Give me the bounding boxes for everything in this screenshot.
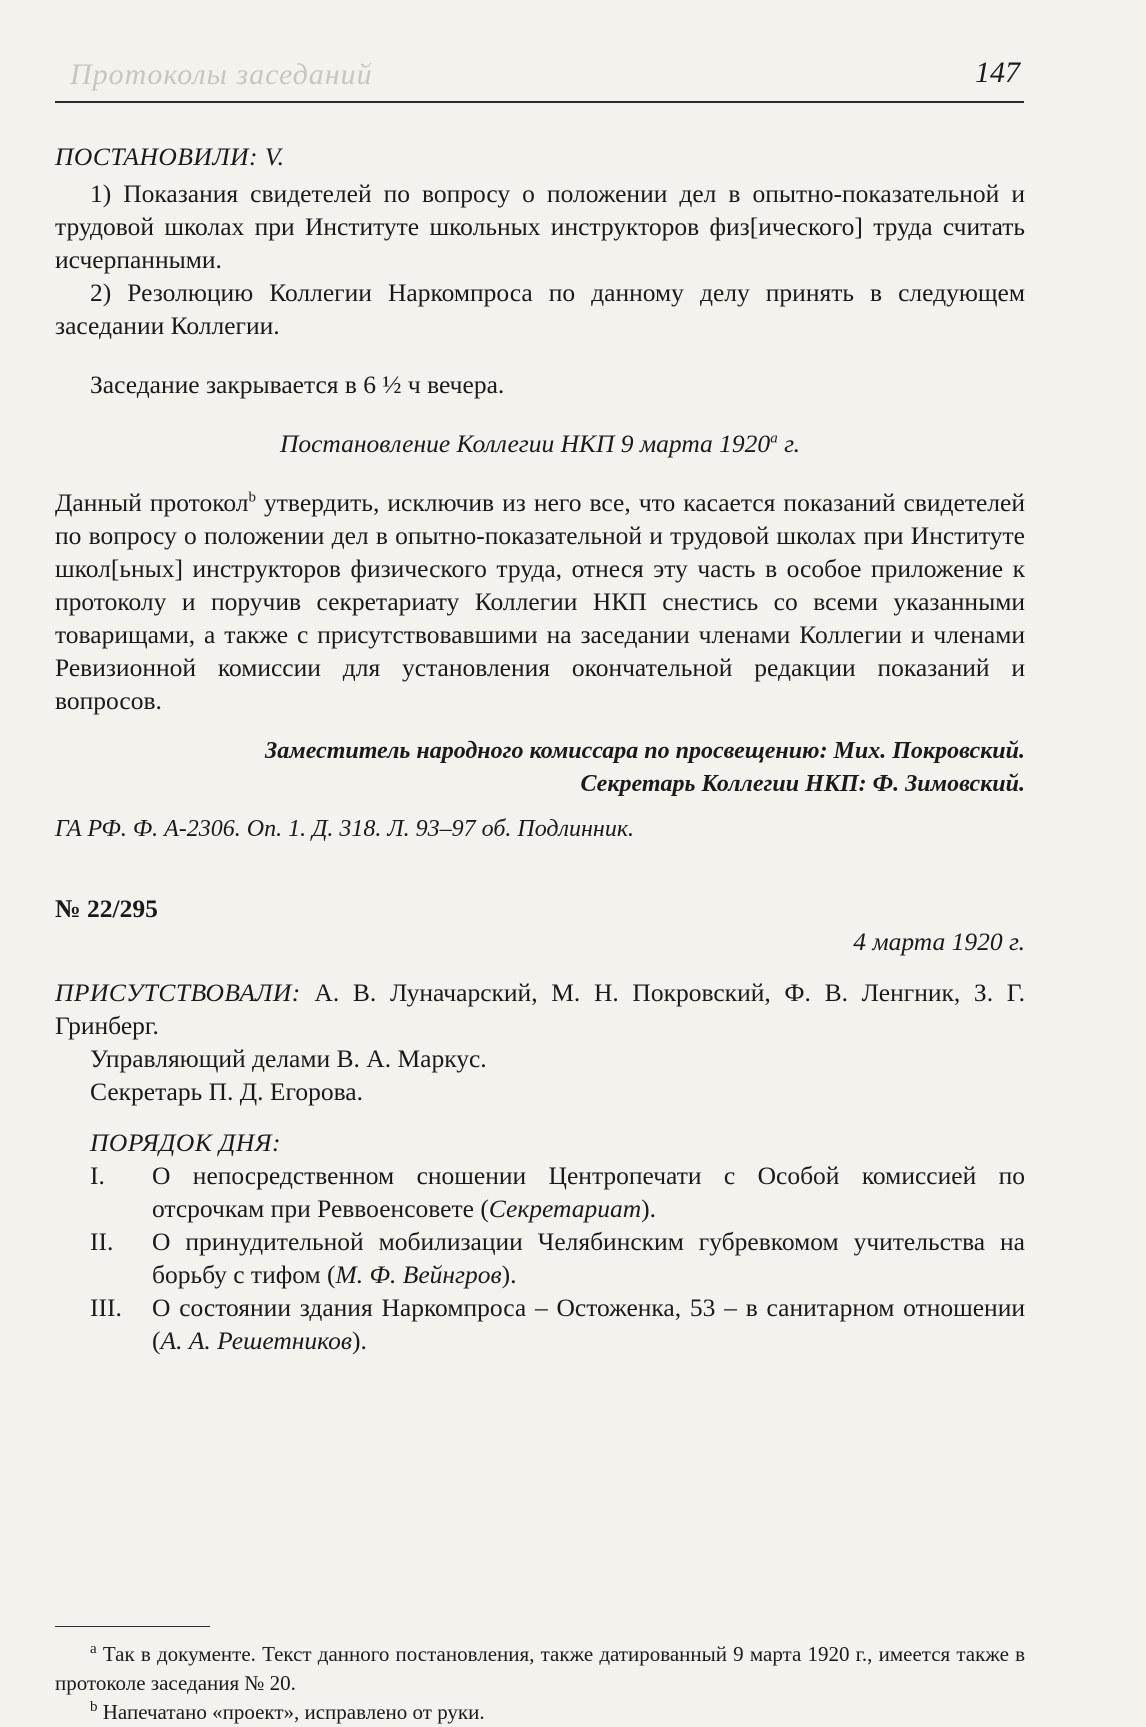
footnote-a-mark: а: [90, 1641, 97, 1657]
footnote-b-mark: b: [90, 1699, 98, 1715]
present-label: ПРИСУТСТВОВАЛИ:: [55, 978, 301, 1007]
agenda-item-number: II.: [90, 1227, 114, 1256]
agenda-item-speaker: Секретариат: [488, 1194, 642, 1223]
present-list: [55, 976, 1025, 1042]
signature-deputy: Заместитель народного комиссара по просвещению: Мих. Покровский.: [265, 738, 1025, 764]
running-header-title: Протоколы заседаний: [70, 58, 373, 91]
resolved-heading: ПОСТАНОВИЛИ: V.: [55, 142, 285, 171]
resolution-title-text: Постановление Коллегии НКП 9 марта 1920: [279, 429, 771, 458]
footnote-a: [55, 1640, 1025, 1698]
agenda-item-text: [152, 1291, 1025, 1357]
agenda-item-number: III.: [90, 1293, 122, 1322]
agenda-item-topic: О непосредственном сношении Центропечати с Особой комиссией по отсрочкам при Реввоенсовете (: [152, 1161, 1025, 1223]
agenda-item-tail: ).: [501, 1260, 517, 1289]
secretary-line: Секретарь П. Д. Егорова.: [90, 1077, 363, 1106]
footnote-rule: [55, 1626, 210, 1627]
footnote-a-text: Так в документе. Текст данного постановления, также датированный 9 марта 1920 г., имеется также в протоколе заседания № 20.: [55, 1642, 1025, 1695]
resolved-item-2: 2) Резолюцию Коллегии Наркомпроса по данному делу принять в следующем заседании Коллегии.: [55, 278, 1025, 340]
signature-secretary: Секретарь Коллегии НКП: Ф. Зимовский.: [580, 771, 1025, 797]
agenda-item-topic: О состоянии здания Наркомпроса – Остоженка, 53 – в санитарном отношении (: [152, 1293, 1025, 1355]
agenda-item-topic: О принудительной мобилизации Челябинским губревкомом учительства на борьбу с тифом (: [152, 1227, 1025, 1289]
page-number: 147: [975, 56, 1020, 89]
agenda-item-text: [152, 1159, 1025, 1225]
session-closing: Заседание закрывается в 6 ½ ч вечера.: [90, 370, 505, 399]
manager-line: Управляющий делами В. А. Маркус.: [90, 1044, 487, 1073]
resolution-text: [55, 486, 1025, 717]
resolution-title: [55, 427, 1025, 460]
agenda-item: [55, 1291, 1025, 1357]
page-body: [55, 140, 1025, 1357]
footnotes: [55, 1640, 1025, 1727]
agenda-item-text: [152, 1225, 1025, 1291]
footnote-mark-b: b: [248, 489, 256, 506]
archive-reference: ГА РФ. Ф. А-2306. Оп. 1. Д. 318. Л. 93–97 об. Подлинник.: [55, 816, 635, 842]
agenda-item: [55, 1159, 1025, 1225]
agenda-item-tail: ).: [641, 1194, 656, 1223]
footnote-b: [55, 1698, 1025, 1727]
agenda-item-tail: ).: [351, 1326, 367, 1355]
header-rule: [55, 101, 1024, 103]
agenda-list: [55, 1159, 1025, 1357]
footnote-b-text: Напечатано «проект», исправлено от руки.: [97, 1700, 485, 1724]
agenda-item-speaker: А. А. Решетников: [160, 1326, 352, 1355]
resolution-text-start: Данный протокол: [55, 488, 249, 517]
resolution-text-rest: утвердить, исключив из него все, что касается показаний свидетелей по вопросу о положении дел в опытно-показательной и трудовой школах при Институте школ[ьных] инструкторов физического труда, отнеся эту часть в особое приложение к протоколу и поручив секретариату Коллегии НКП снестись со всеми указанными товарищами, а также с присутствовавшими на заседании членами Коллегии и членами Ревизионной комиссии для установления окончательной редакции показаний и вопросов.: [55, 488, 1025, 715]
agenda-heading: ПОРЯДОК ДНЯ:: [90, 1128, 282, 1157]
protocol-date: 4 марта 1920 г.: [853, 927, 1025, 956]
agenda-item-number: I.: [90, 1161, 105, 1190]
resolution-title-end: г.: [777, 429, 801, 458]
resolved-item-1: 1) Показания свидетелей по вопросу о положении дел в опытно-показательной и трудовой школах при Институте школьных инструкторов физ[ического] труда считать исчерпанными.: [55, 179, 1025, 274]
agenda-item: [55, 1225, 1025, 1291]
protocol-number: № 22/295: [55, 894, 158, 923]
present-names: А. В. Луначарский, М. Н. Покровский, Ф. В. Ленгник, З. Г. Гринберг.: [55, 978, 1025, 1040]
agenda-item-speaker: М. Ф. Вейнгров: [335, 1260, 502, 1289]
footnote-mark-a: а: [770, 430, 778, 447]
